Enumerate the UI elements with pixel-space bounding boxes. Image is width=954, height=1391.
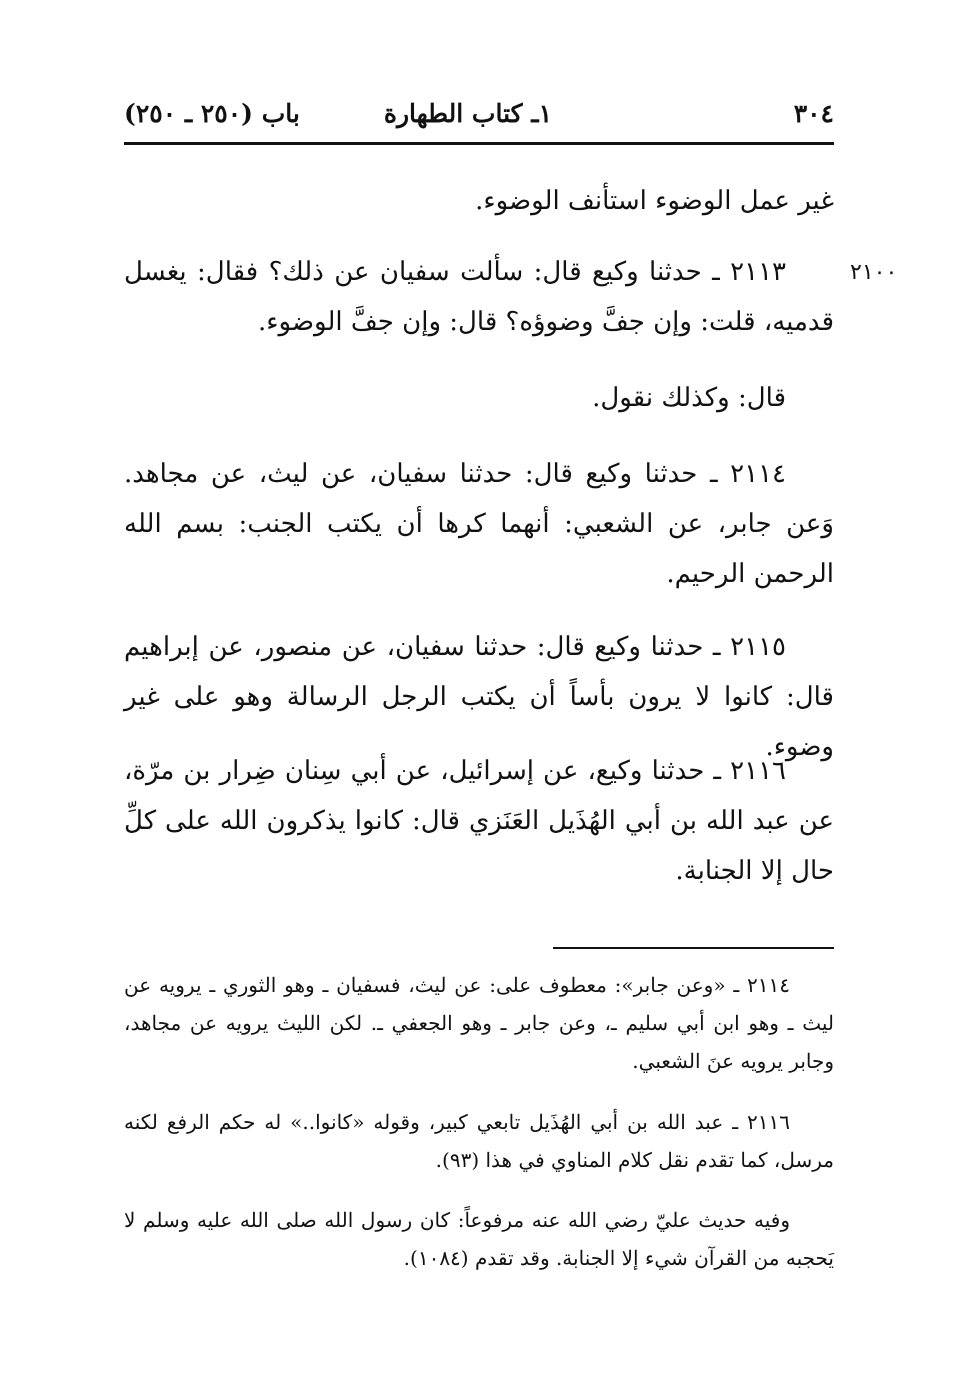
page-header [124, 92, 834, 136]
chapter-range: باب (٢٥٠ ـ ٢٥٠) [124, 99, 300, 128]
paragraph-continuation: غير عمل الوضوء استأنف الوضوء. [475, 186, 834, 216]
hadith-2113: ٢١١٣ ـ حدثنا وكيع قال: سألت سفيان عن ذلك؟ فقال: يغسل قدميه، قلت: وإن جفَّ وضوؤه؟ قال: وإن جفَّ الوضوء. [124, 257, 834, 337]
paragraph-statement: قال: وكذلك نقول. [592, 383, 786, 413]
hadith-2116: ٢١١٦ ـ حدثنا وكيع، عن إسرائيل، عن أبي سِنان ضِرار بن مرّة، عن عبد الله بن أبي الهُذَيل العَنَزي قال: كانوا يذكرون الله على كلِّ حال إلا الجنابة. [124, 756, 834, 886]
footnote-rule [553, 947, 834, 949]
hadith-2115: ٢١١٥ ـ حدثنا وكيع قال: حدثنا سفيان، عن منصور، عن إبراهيم قال: كانوا لا يرون بأساً أن يكتب الرجل الرسالة وهو على غير وضوء. [124, 632, 834, 762]
header-rule [124, 142, 834, 145]
hadith-2114: ٢١١٤ ـ حدثنا وكيع قال: حدثنا سفيان، عن ليث، عن مجاهد. وَعن جابر، عن الشعبي: أنهما كرها أن يكتب الجنب: بسم الله الرحمن الرحيم. [124, 459, 834, 589]
footnote-2116-continued: وفيه حديث عليّ رضي الله عنه مرفوعاً: كان رسول الله صلى الله عليه وسلم لا يَحجبه من القرآن شيء إلا الجنابة. وقد تقدم (١٠٨٤). [124, 1208, 834, 1270]
margin-number: ٢١٠٠ [850, 260, 898, 285]
book-title: ١ـ كتاب الطهارة [383, 99, 552, 128]
footnote-2114: ٢١١٤ ـ «وعن جابر»: معطوف على: عن ليث، فسفيان ـ وهو الثوري ـ يرويه عن ليث ـ وهو ابن أبي سليم ـ، وعن جابر ـ وهو الجعفي ـ. لكن الليث يرويه عن مجاهد، وجابر يرويه عنَ الشعبي. [124, 973, 834, 1073]
footnote-2116: ٢١١٦ ـ عبد الله بن أبي الهُذَيل تابعي كبير، وقوله «كانوا..» له حكم الرفع لكنه مرسل، كما تقدم نقل كلام المناوي في هذا (٩٣). [124, 1110, 834, 1172]
page-number: ٣٠٤ [793, 99, 834, 128]
